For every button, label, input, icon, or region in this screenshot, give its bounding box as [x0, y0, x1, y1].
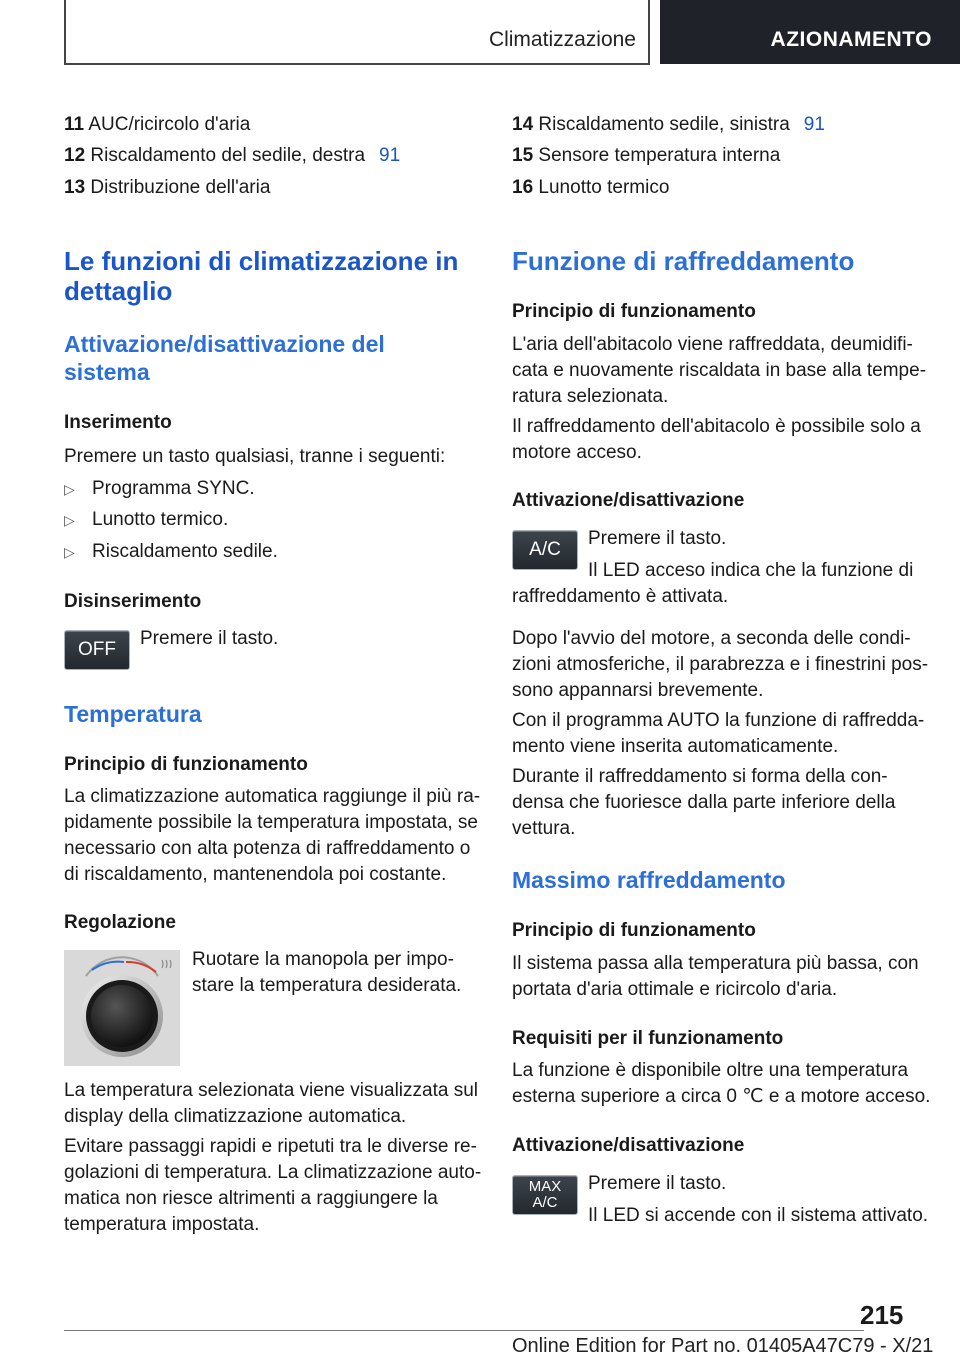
list-item: ▷ Lunotto termico.	[64, 507, 228, 533]
header-divider	[648, 0, 650, 65]
paragraph-line: temperatura impostata.	[64, 1214, 260, 1235]
heading-activation-line2: sistema	[64, 359, 150, 385]
paragraph-line: pidamente possibile la temperatura impostata, se	[64, 812, 479, 833]
paragraph-line: mento viene inserita automaticamente.	[512, 736, 839, 757]
paragraph-line: sono appannarsi brevemente.	[512, 680, 764, 701]
page-number: 215	[860, 1300, 904, 1330]
subheading-disinserimento: Disinserimento	[64, 591, 202, 612]
footer-edition: Online Edition for Part no. 01405A47C79 - X/21	[512, 1335, 934, 1357]
paragraph-line: La temperatura selezionata viene visualizzata sul	[64, 1080, 479, 1101]
paragraph: Premere il tasto.	[588, 528, 727, 549]
paragraph-line: esterna superiore a circa 0 ℃ e a motore acceso.	[512, 1086, 931, 1107]
temperature-knob-icon	[64, 950, 180, 1066]
paragraph-line: Il sistema passa alla temperatura più bassa, con	[512, 953, 919, 974]
paragraph-line: ratura selezionata.	[512, 386, 669, 407]
paragraph-line: display della climatizzazione automatica.	[64, 1106, 407, 1127]
page-ref-link[interactable]: 91	[379, 145, 401, 166]
heading-max-cooling: Massimo raffreddamento	[512, 867, 786, 893]
paragraph-line: zioni atmosferiche, il parabrezza e i finestrini pos-	[512, 654, 929, 675]
list-item: ▷ Programma SYNC.	[64, 476, 255, 502]
legend-item-13: 13 Distribuzione dell'aria	[64, 177, 271, 198]
subheading-attivazione: Attivazione/disattivazione	[512, 490, 745, 511]
paragraph-line: Ruotare la manopola per impo-	[192, 949, 454, 970]
paragraph-line: Evitare passaggi rapidi e ripetuti tra le diverse re-	[64, 1136, 477, 1157]
bullet-triangle-icon: ▷	[64, 481, 75, 497]
legend-item-12: 12 Riscaldamento del sedile, destra 91	[64, 145, 401, 166]
section-title: Climatizzazione	[488, 28, 636, 51]
max-ac-button-icon: MAX A/C	[512, 1175, 578, 1215]
heading-functions-line1: Le funzioni di climatizzazione in	[64, 246, 459, 276]
paragraph-line: densa che fuoriesce dalla parte inferiore della	[512, 792, 896, 813]
paragraph-line: L'aria dell'abitacolo viene raffreddata, deumidifi-	[512, 334, 913, 355]
paragraph-line: Il LED si accende con il sistema attivato.	[588, 1205, 929, 1226]
heading-temperatura: Temperatura	[64, 701, 202, 727]
legend-item-14: 14 Riscaldamento sedile, sinistra 91	[512, 114, 825, 135]
paragraph-line: raffreddamento è attivata.	[512, 586, 729, 607]
paragraph-line: Il raffreddamento dell'abitacolo è possibile solo a	[512, 416, 921, 437]
bullet-triangle-icon: ▷	[64, 544, 75, 560]
paragraph-line: Con il programma AUTO la funzione di raffredda-	[512, 710, 925, 731]
paragraph: Premere il tasto.	[140, 628, 279, 649]
paragraph-line: necessario con alta potenza di raffreddamento o	[64, 838, 471, 859]
chapter-tab-label: AZIONAMENTO	[770, 28, 932, 51]
subheading-principio: Principio di funzionamento	[64, 754, 308, 775]
paragraph-line: matica non riesce altrimenti a raggiungere la	[64, 1188, 438, 1209]
heading-cooling: Funzione di raffreddamento	[512, 246, 855, 276]
subheading-regolazione: Regolazione	[64, 912, 176, 933]
header-bottom-rule	[64, 63, 648, 65]
subheading-principio: Principio di funzionamento	[512, 920, 756, 941]
subheading-inserimento: Inserimento	[64, 412, 172, 433]
paragraph-line: cata e nuovamente riscaldata in base alla tempe-	[512, 360, 927, 381]
paragraph: Premere il tasto.	[588, 1173, 727, 1194]
bullet-triangle-icon: ▷	[64, 512, 75, 528]
paragraph: Premere un tasto qualsiasi, tranne i seguenti:	[64, 446, 446, 467]
heading-activation-line1: Attivazione/disattivazione del	[64, 331, 385, 357]
paragraph-line: motore acceso.	[512, 442, 642, 463]
paragraph-line: golazioni di temperatura. La climatizzazione auto-	[64, 1162, 482, 1183]
ac-button-icon: A/C	[512, 530, 578, 570]
subheading-requisiti: Requisiti per il funzionamento	[512, 1028, 784, 1049]
off-button-icon: OFF	[64, 630, 130, 670]
paragraph-line: Durante il raffreddamento si forma della con-	[512, 766, 888, 787]
chapter-tab[interactable]	[660, 0, 960, 64]
footer-rule	[64, 1330, 864, 1331]
page-ref-link[interactable]: 91	[803, 114, 825, 135]
paragraph-line: vettura.	[512, 818, 576, 839]
legend-item-16: 16 Lunotto termico	[512, 177, 670, 198]
paragraph-line: Il LED acceso indica che la funzione di	[588, 560, 914, 581]
paragraph-line: La climatizzazione automatica raggiunge il più ra-	[64, 786, 481, 807]
legend-item-11: 11 AUC/ricircolo d'aria	[64, 114, 251, 135]
subheading-attivazione: Attivazione/disattivazione	[512, 1135, 745, 1156]
legend-item-15: 15 Sensore temperatura interna	[512, 145, 781, 166]
list-item: ▷ Riscaldamento sedile.	[64, 539, 278, 565]
paragraph-line: La funzione è disponibile oltre una temperatura	[512, 1060, 909, 1081]
heading-functions-line2: dettaglio	[64, 276, 173, 306]
paragraph-line: stare la temperatura desiderata.	[192, 975, 462, 996]
paragraph-line: Dopo l'avvio del motore, a seconda delle condi-	[512, 628, 911, 649]
paragraph-line: di riscaldamento, mantenendola poi costante.	[64, 864, 447, 885]
subheading-principio: Principio di funzionamento	[512, 301, 756, 322]
paragraph-line: portata d'aria ottimale e ricircolo d'aria.	[512, 979, 838, 1000]
